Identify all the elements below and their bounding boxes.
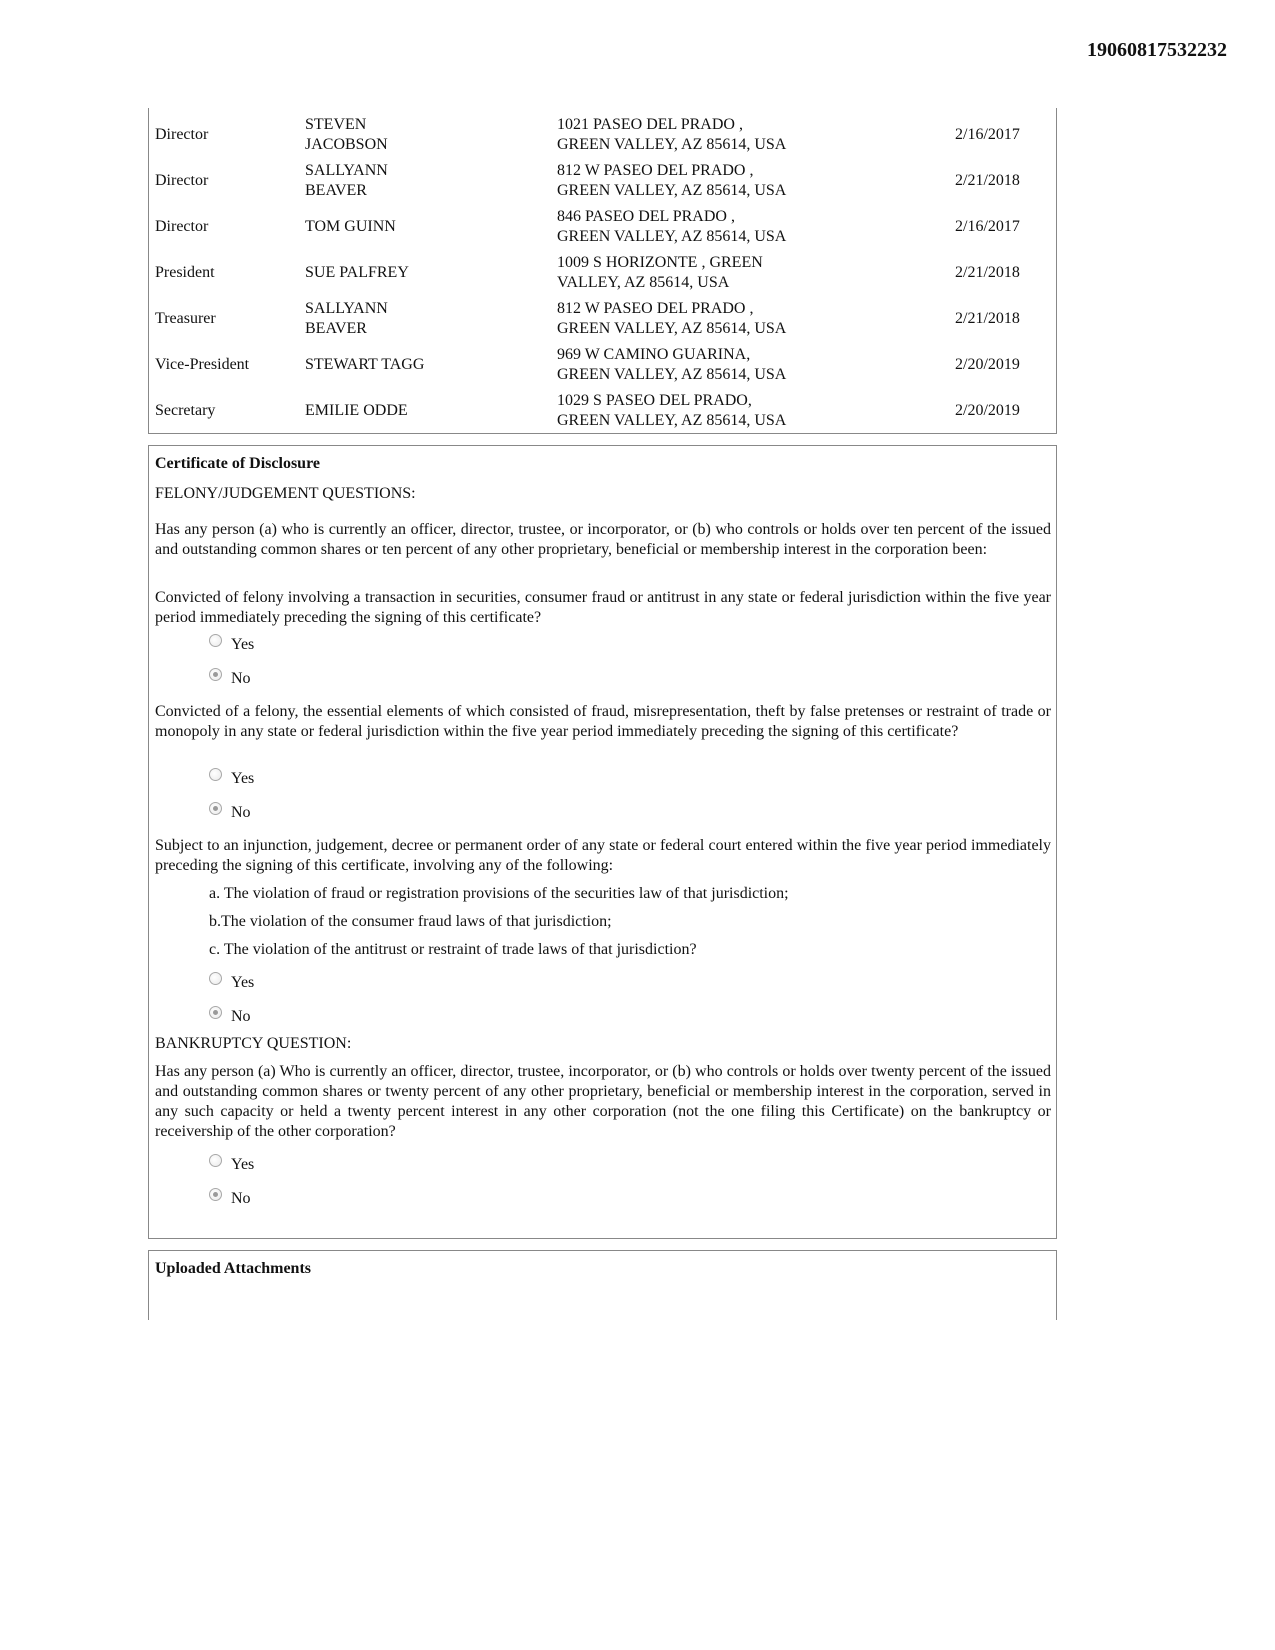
officer-row [149,112,1056,158]
officer-date: 2/16/2017 [955,126,1020,143]
no-label: No [231,670,251,687]
radio-unchecked-icon[interactable] [209,972,222,985]
officer-address: 969 W CAMINO GUARINA, GREEN VALLEY, AZ 85614, USA [557,346,787,383]
question-4-yes-option[interactable] [209,1154,254,1176]
question-3-text: Subject to an injunction, judgement, decree or permanent order of any state or federal court entered within the five year period immediately preceding the signing of this certificate, involving any of the following: [155,837,1051,874]
radio-checked-icon[interactable] [209,668,222,681]
question-1-yes-option[interactable] [209,634,254,656]
yes-label: Yes [231,974,255,991]
certificate-of-disclosure-panel [148,445,1057,1239]
question-1-no-option[interactable] [209,668,251,690]
bankruptcy-question-heading: BANKRUPTCY QUESTION: [155,1035,352,1052]
attachments-heading: Uploaded Attachments [155,1260,312,1277]
officer-name: TOM GUINN [305,218,396,235]
officer-row [149,250,1056,296]
yes-label: Yes [231,1156,255,1173]
officer-address: 1009 S HORIZONTE , GREEN VALLEY, AZ 85614, USA [557,254,763,291]
officer-address: 1021 PASEO DEL PRADO , GREEN VALLEY, AZ 85614, USA [557,116,787,153]
officer-address: 812 W PASEO DEL PRADO , GREEN VALLEY, AZ 85614, USA [557,300,787,337]
question-2-yes-option[interactable] [209,768,254,790]
officer-name: SUE PALFREY [305,264,409,281]
officer-row [149,204,1056,250]
radio-unchecked-icon[interactable] [209,634,222,647]
officer-title: Vice-President [155,356,250,373]
officer-row [149,296,1056,342]
officer-row [149,342,1056,388]
yes-label: Yes [231,636,255,653]
document-number: 19060817532232 [1087,39,1227,61]
disclosure-intro: Has any person (a) who is currently an officer, director, trustee, or incorporator, or (b) who controls or holds over ten percent of the issued and outstanding common shares or ten percent of any other proprietary, beneficial or membership interest in the corporation been: [155,521,1051,558]
no-label: No [231,1008,251,1025]
officer-title: President [155,264,215,281]
uploaded-attachments-panel [148,1250,1057,1320]
no-label: No [231,1190,251,1207]
officer-date: 2/21/2018 [955,264,1020,281]
question-3-no-option[interactable] [209,1006,251,1028]
officer-address: 812 W PASEO DEL PRADO , GREEN VALLEY, AZ 85614, USA [557,162,787,199]
officer-row [149,158,1056,204]
officer-name: STEVEN JACOBSON [305,116,388,153]
question-4-text: Has any person (a) Who is currently an officer, director, trustee, incorporator, or (b) who controls or holds over twenty percent of the issued and outstanding common shares or twenty percent of any other proprietary, beneficial or membership interest in the corporation, served in any such capacity or held a twenty percent interest in any other corporation (not the one filing this Certificate) on the bankruptcy or receivership of the other corporation? [155,1063,1051,1140]
officer-date: 2/21/2018 [955,172,1020,189]
officer-title: Director [155,218,209,235]
no-label: No [231,804,251,821]
officer-name: EMILIE ODDE [305,402,408,419]
question-3b-text: b.The violation of the consumer fraud laws of that jurisdiction; [209,913,612,930]
yes-label: Yes [231,770,255,787]
felony-questions-heading: FELONY/JUDGEMENT QUESTIONS: [155,485,416,502]
radio-checked-icon[interactable] [209,1006,222,1019]
officer-title: Treasurer [155,310,216,327]
question-3a-text: a. The violation of fraud or registration provisions of the securities law of that jurisdiction; [209,885,789,902]
radio-unchecked-icon[interactable] [209,768,222,781]
officer-title: Director [155,172,209,189]
officer-title: Director [155,126,209,143]
question-1-text: Convicted of felony involving a transaction in securities, consumer fraud or antitrust in any state or federal jurisdiction within the five year period immediately preceding the signing of this certificate? [155,589,1051,626]
question-2-no-option[interactable] [209,802,251,824]
radio-checked-icon[interactable] [209,802,222,815]
officer-title: Secretary [155,402,216,419]
officer-date: 2/20/2019 [955,402,1020,419]
officer-name: SALLYANN BEAVER [305,162,388,199]
officer-date: 2/20/2019 [955,356,1020,373]
officer-name: SALLYANN BEAVER [305,300,388,337]
question-3-yes-option[interactable] [209,972,254,994]
question-4-no-option[interactable] [209,1188,251,1210]
officer-address: 1029 S PASEO DEL PRADO, GREEN VALLEY, AZ 85614, USA [557,392,787,429]
radio-unchecked-icon[interactable] [209,1154,222,1167]
radio-checked-icon[interactable] [209,1188,222,1201]
officer-address: 846 PASEO DEL PRADO , GREEN VALLEY, AZ 85614, USA [557,208,787,245]
officers-table [148,108,1057,434]
officer-date: 2/21/2018 [955,310,1020,327]
question-2-text: Convicted of a felony, the essential elements of which consisted of fraud, misrepresentation, theft by false pretenses or restraint of trade or monopoly in any state or federal jurisdiction within the five year period immediately preceding the signing of this certificate? [155,703,1051,740]
disclosure-heading: Certificate of Disclosure [155,455,320,472]
officer-name: STEWART TAGG [305,356,425,373]
officer-row [149,388,1056,434]
officer-date: 2/16/2017 [955,218,1020,235]
question-3c-text: c. The violation of the antitrust or restraint of trade laws of that jurisdiction? [209,941,697,958]
